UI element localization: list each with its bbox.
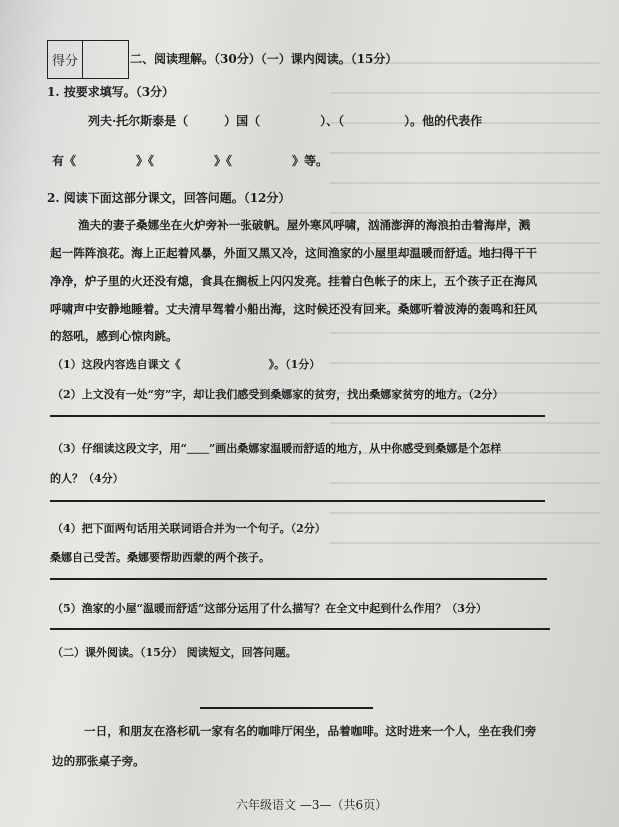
answer-line[interactable] <box>50 500 545 502</box>
score-box <box>47 40 129 79</box>
score-label: 得分 <box>48 41 83 78</box>
page-footer: 六年级语文 —3—（共6页） <box>236 798 388 812</box>
q2-sub3-cont: 的人？（4分） <box>50 472 124 485</box>
q2-sub5: （5）渔家的小屋“温暖而舒适”这部分运用了什么描写？在全文中起到什么作用？（3分） <box>52 602 487 615</box>
passage-line: 的怒吼，感到心惊肉跳。 <box>50 329 178 343</box>
part2-passage-line: 边的那张桌子旁。 <box>52 754 145 768</box>
passage-line: 起一阵阵浪花。海上正起着风暴，外面又黑又冷，这间渔家的小屋里却温暖而舒适。地扫得干干 <box>50 246 537 260</box>
answer-line[interactable] <box>50 415 545 417</box>
answer-line[interactable] <box>50 578 547 580</box>
q2-sub4-sentence: 桑娜自己受苦。桑娜要帮助西蒙的两个孩子。 <box>50 551 270 564</box>
q1-line2: 有《 》《 》《 》等。 <box>52 154 329 168</box>
title-blank-line[interactable] <box>200 707 373 709</box>
section-heading: 二、阅读理解。（30分）（一）课内阅读。（15分） <box>130 52 398 66</box>
answer-line[interactable] <box>50 628 550 630</box>
passage-line: 净净，炉子里的火还没有熄，食具在搁板上闪闪发亮。挂着白色帐子的床上，五个孩子正在海风 <box>50 274 537 288</box>
part2-passage-line: 一日，和朋友在洛杉矶一家有名的咖啡厅闲坐，品着咖啡。这时进来一个人，坐在我们旁 <box>84 724 537 738</box>
q2-sub4: （4）把下面两句话用关联词语合并为一个句子。（2分） <box>52 522 326 535</box>
q2-title: 2. 阅读下面这部分课文，回答问题。（12分） <box>47 191 291 205</box>
q2-sub1: （1）这段内容选自课文《 》。（1分） <box>52 358 321 371</box>
passage-line: 呼啸声中安静地睡着。丈夫清早驾着小船出海，这时候还没有回来。桑娜听着波涛的轰鸣和狂风 <box>50 302 537 316</box>
q2-sub2: （2）上文没有一处“穷”字，却让我们感受到桑娜家的贫穷，找出桑娜家贫穷的地方。（2分） <box>52 388 504 401</box>
part2-heading: （二）课外阅读。（15分） 阅读短文，回答问题。 <box>52 646 297 659</box>
q1-title: 1. 按要求填写。（3分） <box>47 85 175 99</box>
q2-sub3: （3）仔细读这段文字，用“＿＿”画出桑娜家温暖而舒适的地方，从中你感受到桑娜是个怎样 <box>52 442 502 455</box>
q1-line1: 列夫·托尔斯泰是（ ）国（ ）、（ ）。他的代表作 <box>88 114 483 128</box>
passage-line: 渔夫的妻子桑娜坐在火炉旁补一张破帆。屋外寒风呼啸，汹涌澎湃的海浪拍击着海岸，溅 <box>78 218 531 232</box>
